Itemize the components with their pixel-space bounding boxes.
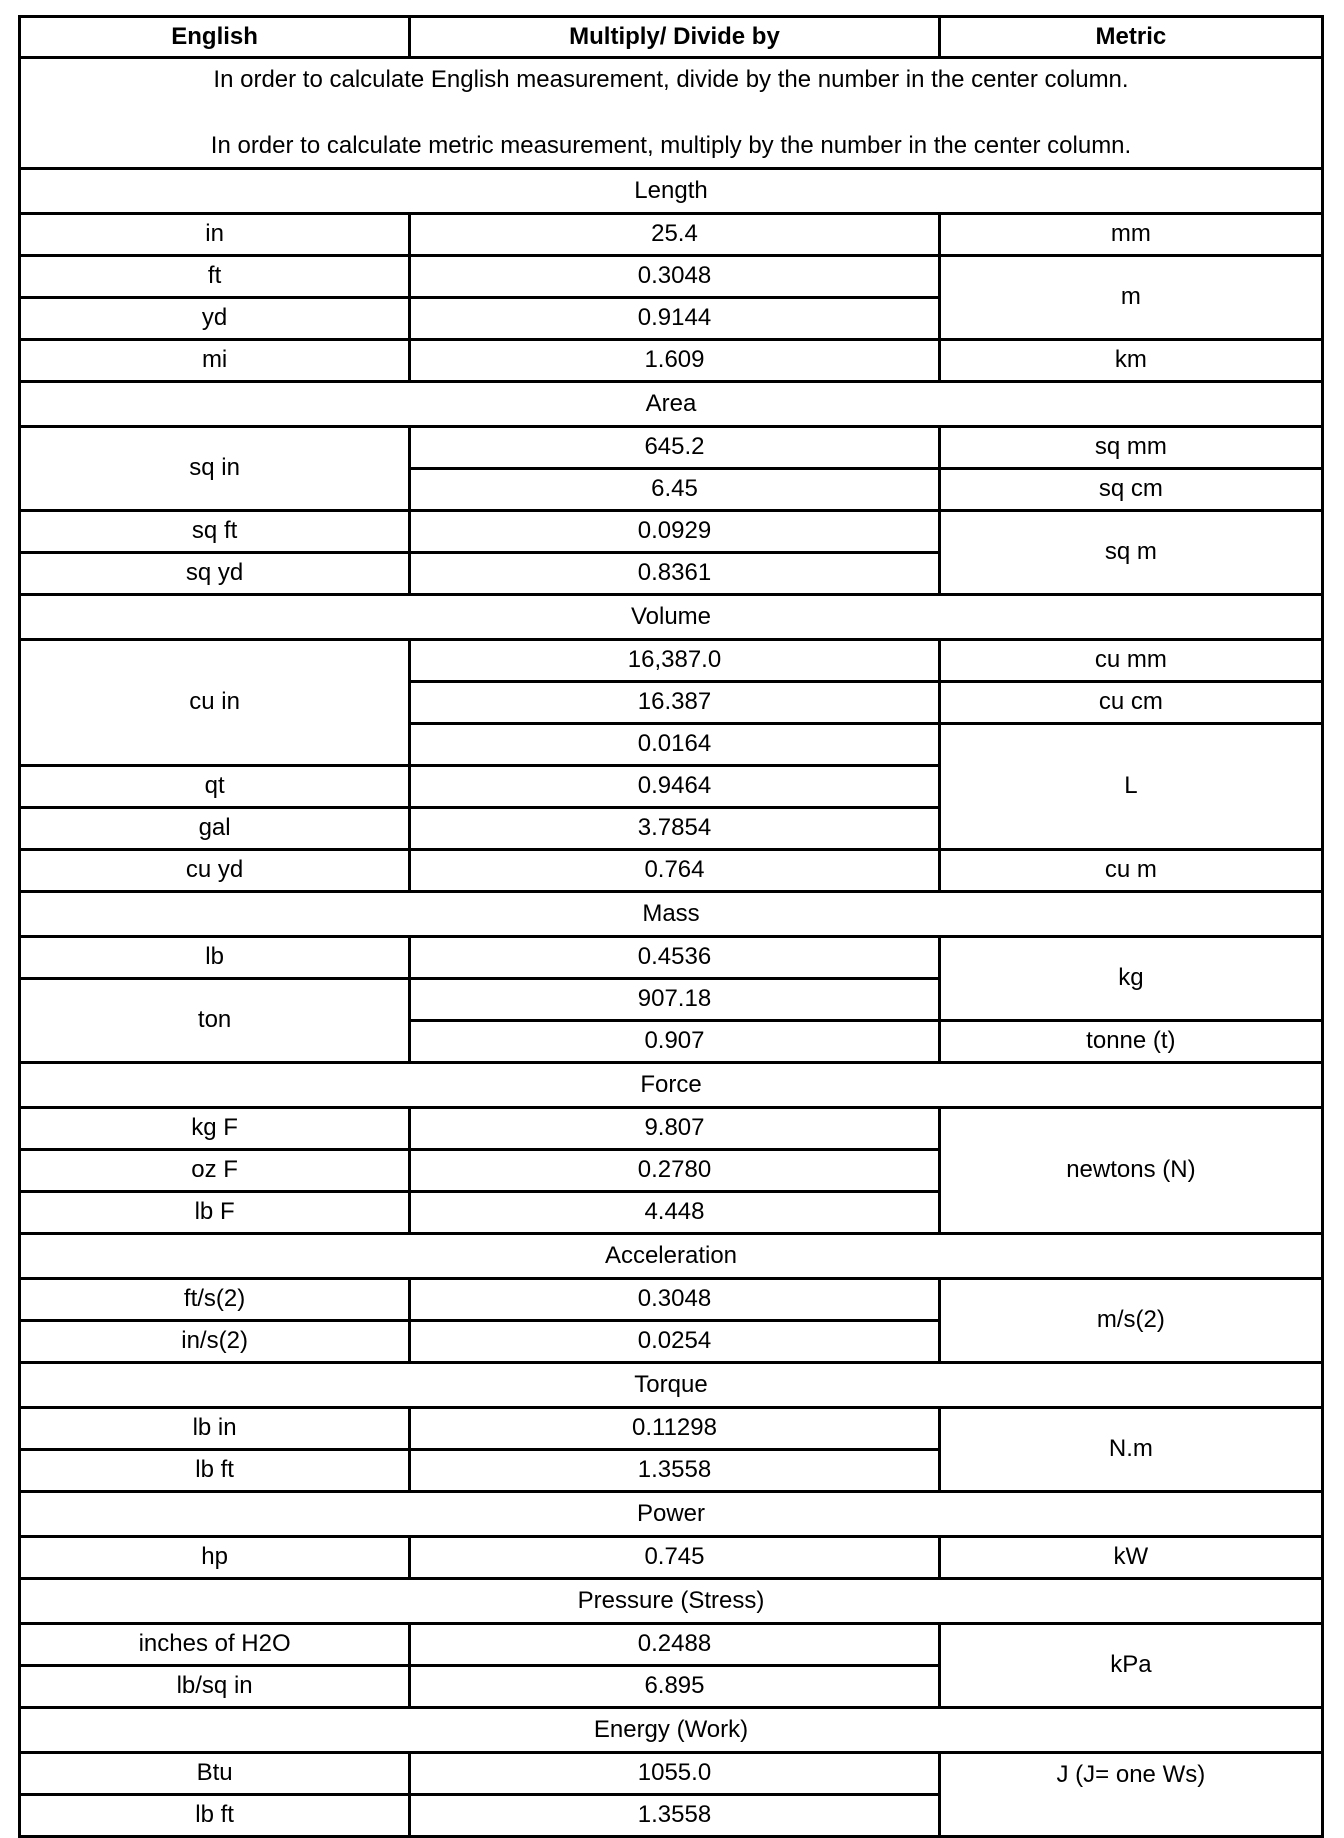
factor-value: 16.387 [410, 682, 940, 724]
factor-value: 0.9144 [410, 298, 940, 340]
english-unit: ton [20, 979, 410, 1063]
factor-value: 25.4 [410, 214, 940, 256]
instructions-row [20, 58, 1323, 169]
section-title: Energy (Work) [20, 1708, 1323, 1753]
factor-value: 0.2488 [410, 1624, 940, 1666]
factor-value: 645.2 [410, 427, 940, 469]
factor-value: 6.895 [410, 1666, 940, 1708]
table-row [20, 340, 1323, 382]
factor-value: 0.4536 [410, 937, 940, 979]
section-title: Power [20, 1492, 1323, 1537]
section-length [20, 169, 1323, 214]
section-area [20, 382, 1323, 427]
factor-value: 1055.0 [410, 1753, 940, 1795]
english-unit: mi [20, 340, 410, 382]
table-row [20, 256, 1323, 298]
header-english: English [20, 17, 410, 58]
metric-unit: cu mm [939, 640, 1322, 682]
table-row [20, 1753, 1323, 1795]
factor-value: 0.3048 [410, 256, 940, 298]
metric-unit: m [939, 256, 1322, 340]
english-unit: lb ft [20, 1795, 410, 1837]
section-force [20, 1063, 1323, 1108]
factor-value: 4.448 [410, 1192, 940, 1234]
section-title: Pressure (Stress) [20, 1579, 1323, 1624]
english-unit: qt [20, 766, 410, 808]
instructions-cell [20, 58, 1323, 169]
english-unit: Btu [20, 1753, 410, 1795]
english-unit: inches of H2O [20, 1624, 410, 1666]
metric-unit: N.m [939, 1408, 1322, 1492]
english-unit: sq in [20, 427, 410, 511]
header-row [20, 17, 1323, 58]
metric-unit: kg [939, 937, 1322, 1021]
factor-value: 0.2780 [410, 1150, 940, 1192]
factor-value: 0.3048 [410, 1279, 940, 1321]
table-row [20, 214, 1323, 256]
section-volume [20, 595, 1323, 640]
english-unit: ft [20, 256, 410, 298]
english-unit: lb ft [20, 1450, 410, 1492]
english-unit: oz F [20, 1150, 410, 1192]
metric-unit: L [939, 724, 1322, 850]
metric-unit: newtons (N) [939, 1108, 1322, 1234]
section-mass [20, 892, 1323, 937]
english-unit: hp [20, 1537, 410, 1579]
english-unit: cu in [20, 640, 410, 766]
section-acceleration [20, 1234, 1323, 1279]
metric-unit: km [939, 340, 1322, 382]
metric-unit: mm [939, 214, 1322, 256]
section-pressure [20, 1579, 1323, 1624]
metric-unit: J (J= one Ws) [939, 1753, 1322, 1837]
english-unit: sq ft [20, 511, 410, 553]
table-row [20, 640, 1323, 682]
factor-value: 1.3558 [410, 1795, 940, 1837]
conversion-table [18, 15, 1324, 1838]
english-unit: sq yd [20, 553, 410, 595]
section-title: Force [20, 1063, 1323, 1108]
metric-unit: sq m [939, 511, 1322, 595]
factor-value: 0.0164 [410, 724, 940, 766]
factor-value: 907.18 [410, 979, 940, 1021]
factor-value: 1.609 [410, 340, 940, 382]
table-row [20, 427, 1323, 469]
section-title: Volume [20, 595, 1323, 640]
factor-value: 0.764 [410, 850, 940, 892]
factor-value: 9.807 [410, 1108, 940, 1150]
factor-value: 16,387.0 [410, 640, 940, 682]
english-unit: lb F [20, 1192, 410, 1234]
metric-unit: cu m [939, 850, 1322, 892]
section-title: Torque [20, 1363, 1323, 1408]
section-torque [20, 1363, 1323, 1408]
factor-value: 0.9464 [410, 766, 940, 808]
metric-unit: m/s(2) [939, 1279, 1322, 1363]
section-title: Length [20, 169, 1323, 214]
instruction-metric: In order to calculate metric measurement, multiply by the number in the center column. [210, 132, 1132, 159]
english-unit: lb in [20, 1408, 410, 1450]
table-row [20, 937, 1323, 979]
table-row [20, 1537, 1323, 1579]
factor-value: 0.907 [410, 1021, 940, 1063]
metric-unit: sq cm [939, 469, 1322, 511]
factor-value: 0.0254 [410, 1321, 940, 1363]
metric-unit: kPa [939, 1624, 1322, 1708]
factor-value: 6.45 [410, 469, 940, 511]
english-unit: cu yd [20, 850, 410, 892]
table-row [20, 1108, 1323, 1150]
metric-unit: tonne (t) [939, 1021, 1322, 1063]
table-row [20, 511, 1323, 553]
english-unit: in/s(2) [20, 1321, 410, 1363]
table-row [20, 1408, 1323, 1450]
factor-value: 0.0929 [410, 511, 940, 553]
english-unit: lb [20, 937, 410, 979]
section-power [20, 1492, 1323, 1537]
factor-value: 0.745 [410, 1537, 940, 1579]
section-title: Area [20, 382, 1323, 427]
factor-value: 1.3558 [410, 1450, 940, 1492]
table-row [20, 1624, 1323, 1666]
english-unit: in [20, 214, 410, 256]
metric-unit: kW [939, 1537, 1322, 1579]
english-unit: lb/sq in [20, 1666, 410, 1708]
factor-value: 3.7854 [410, 808, 940, 850]
table-row [20, 1279, 1323, 1321]
header-factor: Multiply/ Divide by [410, 17, 940, 58]
factor-value: 0.11298 [410, 1408, 940, 1450]
instruction-english: In order to calculate English measurement, divide by the number in the center column. [213, 65, 1129, 93]
section-energy [20, 1708, 1323, 1753]
english-unit: kg F [20, 1108, 410, 1150]
header-metric: Metric [939, 17, 1322, 58]
metric-unit: cu cm [939, 682, 1322, 724]
metric-unit: sq mm [939, 427, 1322, 469]
english-unit: gal [20, 808, 410, 850]
english-unit: ft/s(2) [20, 1279, 410, 1321]
section-title: Mass [20, 892, 1323, 937]
factor-value: 0.8361 [410, 553, 940, 595]
table-row [20, 850, 1323, 892]
english-unit: yd [20, 298, 410, 340]
section-title: Acceleration [20, 1234, 1323, 1279]
